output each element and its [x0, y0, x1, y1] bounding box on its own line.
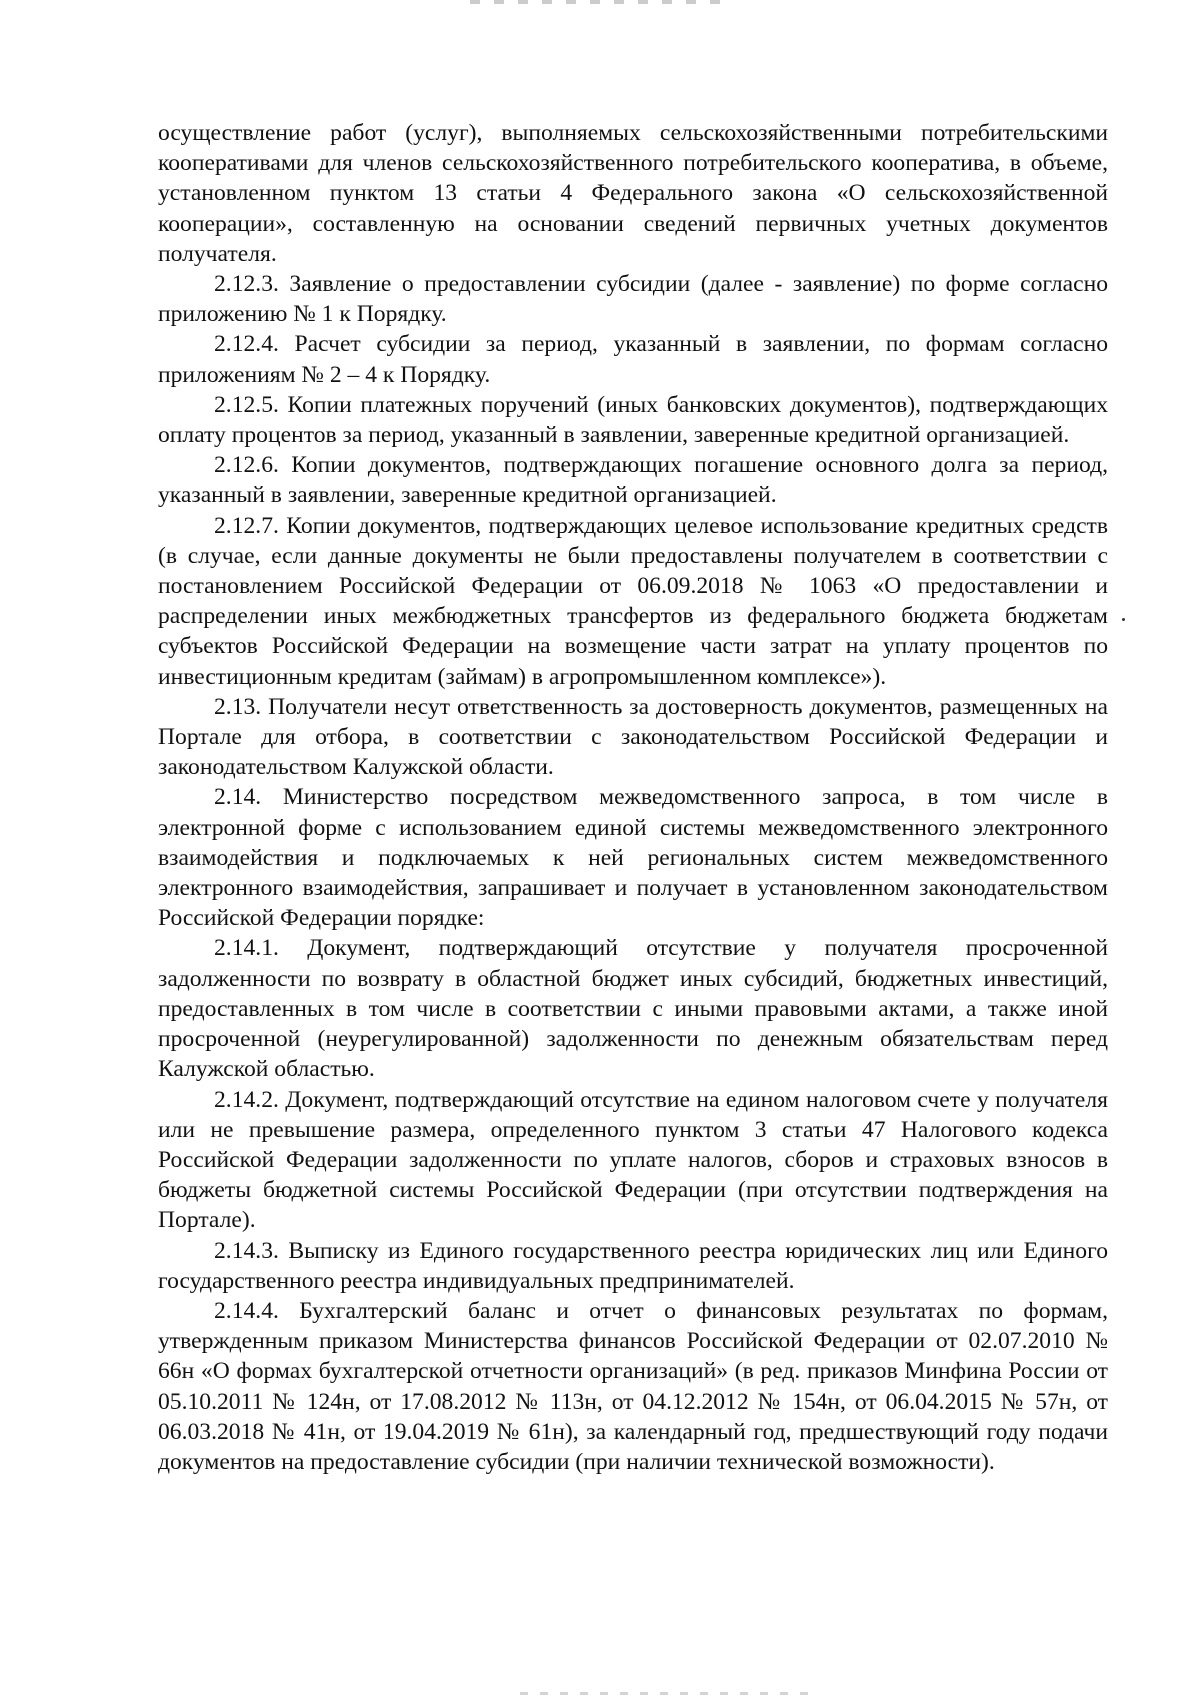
paragraph-2-14-4: 2.14.4. Бухгалтерский баланс и отчет о финансовых результатах по формам, утвержденным приказом Министерства финансов Российской Федерации от 02.07.2010 № 66н «О формах бухгалтерской отчетности организаций» (в ред. приказов Минфина России от 05.10.2011 № 124н, от 17.08.2012 № 113н, от 04.12.2012 № 154н, от 06.04.2015 № 57н, от 06.03.2018 № 41н, от 19.04.2019 № 61н), за календарный год, предшествующий году подачи документов на предоставление субсидии (при наличии технической возможности).: [158, 1297, 1108, 1475]
paragraph-2-12-3: 2.12.3. Заявление о предоставлении субсидии (далее - заявление) по форме согласно приложению № 1 к Порядку.: [158, 271, 1108, 328]
scan-artifact-dot: [1122, 618, 1125, 621]
paragraph-2-12-6: 2.12.6. Копии документов, подтверждающих погашение основного долга за период, указанный в заявлении, заверенные кредитной организацией.: [158, 452, 1108, 509]
paragraph-2-14-1: 2.14.1. Документ, подтверждающий отсутствие у получателя просроченной задолженности по возврату в областной бюджет иных субсидий, бюджетных инвестиций, предоставленных в том числе в соответствии с иными правовыми актами, а также иной просроченной (неурегулированной) задолженности по денежным обязательствам перед Калужской областью.: [158, 935, 1108, 1083]
paragraph-2-12-5: 2.12.5. Копии платежных поручений (иных банковских документов), подтверждающих оплату процентов за период, указанный в заявлении, заверенные кредитной организацией.: [158, 391, 1108, 449]
paragraph-continuation: осуществление работ (услуг), выполняемых сельскохозяйственными потребительскими кооперативами для членов сельскохозяйственного потребительского кооператива, в объеме, установленном пунктом 13 статьи 4 Федерального закона «О сельскохозяйственной кооперации», составленную на основании сведений первичных учетных документов получателя.: [158, 120, 1108, 267]
paragraph-2-14-3: 2.14.3. Выписку из Единого государственного реестра юридических лиц или Единого государственного реестра индивидуальных предпринимателей.: [158, 1237, 1108, 1294]
paragraph-2-14: 2.14. Министерство посредством межведомственного запроса, в том числе в электронной форме с использованием единой системы межведомственного электронного взаимодействия и подключаемых к ней региональных систем межведомственного электронного взаимодействия, запрашивает и получает в установленном законодательством Российской Федерации порядке:: [158, 784, 1108, 932]
paragraph-2-12-4: 2.12.4. Расчет субсидии за период, указанный в заявлении, по формам согласно приложениям № 2 – 4 к Порядку.: [158, 331, 1108, 388]
paragraph-2-12-7: 2.12.7. Копии документов, подтверждающих целевое использование кредитных средств (в случае, если данные документы не были предоставлены получателем в соответствии с постановлением Российской Федерации от 06.09.2018 № 1063 «О предоставлении и распределении иных межбюджетных трансфертов из федерального бюджета бюджетам субъектов Российской Федерации на возмещение части затрат на уплату процентов по инвестиционным кредитам (займам) в агропромышленном комплексе»).: [158, 512, 1108, 690]
paragraph-2-14-2: 2.14.2. Документ, подтверждающий отсутствие на едином налоговом счете у получателя или не превышение размера, определенного пунктом 3 статьи 47 Налогового кодекса Российской Федерации задолженности по уплате налогов, сборов и страховых взносов в бюджеты бюджетной системы Российской Федерации (при отсутствии подтверждения на Портале).: [158, 1086, 1108, 1234]
scan-artifact-top: [470, 0, 730, 4]
scan-artifact-bottom: [520, 1692, 820, 1695]
paragraph-2-13: 2.13. Получатели несут ответственность за достоверность документов, размещенных на Портале для отбора, в соответствии с законодательством Российской Федерации и законодательством Калужской области.: [158, 693, 1108, 781]
document-body: [158, 118, 1108, 1477]
